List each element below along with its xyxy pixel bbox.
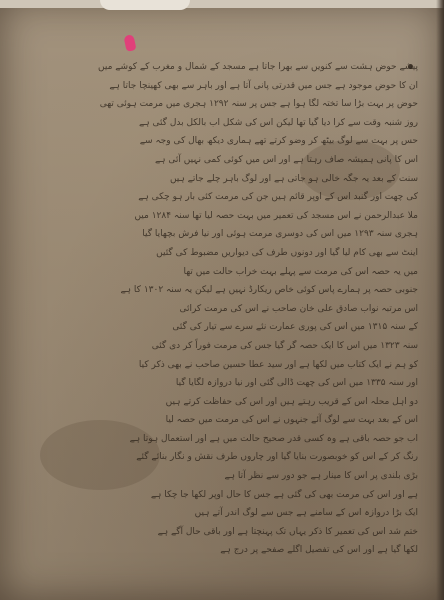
paper-tear [100,0,190,10]
text-line: روز شنبہ وقت سے کرا دیا گیا تھا لیکن اس کی شکل اب بالکل بدل گئی ہے [139,117,418,128]
text-line: حوض پر بہت بڑا سا تختہ لگا ہوا ہے جس پر سنہ ۱۲۹۲ ہجری میں مرمت ہوئی تھی [99,99,418,110]
text-line: اس مرتبہ نواب صادق علی خان صاحب نے اس کی مرمت کرائی [179,303,418,314]
handwritten-urdu-text [28,58,418,583]
text-line: اس کے بعد بہت سے لوگ آئے جنہوں نے اس کی مرمت میں حصہ لیا [165,415,418,426]
text-line: ہے اور اس کی مرمت بھی کی گئی ہے جس کا حال اوپر لکھا جا چکا ہے [150,489,418,500]
text-line: اور سنہ ۱۳۳۵ میں اس کی چھت ڈالی گئی اور نیا دروازہ لگایا گیا [175,378,418,389]
text-line: حس پر بہت سے لوگ بیٹھ کر وضو کرتے تھے ہماری دیکھ بھال کی وجہ سے [139,136,418,147]
text-line: ایک بڑا دروازہ اس کے سامنے ہے جس سے لوگ اندر آتے ہیں [194,508,418,519]
text-line: بڑی بلندی پر اس کا مینار ہے جو دور سے نظر آتا ہے [224,471,418,482]
text-line: کو ہم نے ایک کتاب میں لکھا ہے اور سید عطا حسین صاحب نے بھی ذکر کیا [138,359,418,370]
text-line: اس کا پانی ہمیشہ صاف رہتا ہے اور اس میں کوئی کمی نہیں آئی ہے [154,154,418,165]
text-line: اینٹ سے بھی کام لیا گیا اور دونوں طرف کی دیواریں مضبوط کی گئیں [156,247,418,258]
text-line: ان کا حوض موجود ہے جس میں قدرتی پانی آتا ہے اور باہر سے بھی کھینچا جاتا ہے [109,80,418,91]
text-line: ختم شد اس کی تعمیر کا ذکر یہاں تک پہنچتا ہے اور باقی حال آگے ہے [157,526,418,537]
text-line: ملا عبدالرحمن نے اس مسجد کی تعمیر میں بہت حصہ لیا تھا سنہ ۱۲۸۴ میں [134,210,418,221]
text-line: رنگ کر کے اس کو خوبصورت بنایا گیا اور چاروں طرف نقش و نگار بنائے گئے [136,452,418,463]
text-line: کے سنہ ۱۳۱۵ میں اس کی پوری عمارت نئے سرے سے تیار کی گئی [172,322,418,333]
text-line: کی چھت اور گنبد اس کے اوپر قائم ہیں جن کی مرمت کئی بار ہو چکی ہے [138,192,418,203]
page-right-shadow [436,0,444,600]
text-line: اب جو حصہ باقی ہے وہ کسی قدر صحیح حالت میں ہے اور استعمال ہوتا ہے [129,433,418,444]
text-line: پیشے حوض ہشت سے کنویں سے بھرا جاتا ہے مسجد کے شمال و مغرب کے کوشے میں [98,62,418,72]
text-line: سنت کے بعد یہ جگہ خالی ہو جاتی ہے اور لوگ باہر چلے جاتے ہیں [169,173,418,184]
text-line: دو اہل محلہ اس کے قریب رہتے ہیں اور اس کی حفاظت کرتے ہیں [165,396,418,407]
text-line: لکھا گیا ہے اور اس کی تفصیل اگلے صفحے پر درج ہے [220,545,418,556]
page-top-edge [0,0,444,8]
text-line: سنہ ۱۳۲۳ میں اس کا ایک حصہ گر گیا جس کی مرمت فوراً کر دی گئی [151,340,418,351]
text-line: میں یہ حصہ اس کی مرمت سے پہلے بہت خراب حالت میں تھا [183,266,418,277]
text-line: جنوبی حصہ پر ہمارے پاس کوئی خاص ریکارڈ نہیں ہے لیکن یہ سنہ ۱۳۰۲ کا ہے [120,285,418,296]
text-line: ہجری سنہ ۱۲۹۳ میں اس کی دوسری مرمت ہوئی اور نیا فرش بچھایا گیا [142,229,418,240]
pink-ink-mark [123,34,136,52]
